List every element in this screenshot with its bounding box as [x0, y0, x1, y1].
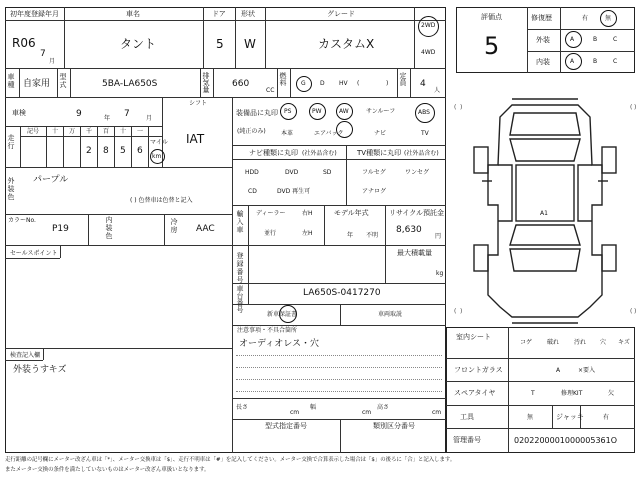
- interior-grade-header: 内装: [536, 58, 550, 66]
- exterior-grade-c: C: [613, 36, 618, 43]
- doors: 5: [216, 37, 224, 51]
- divider: [277, 68, 278, 97]
- footer-note-2: またメーター交換の条件を満たしていないものはメーター改ざん車扱いとなります。: [5, 467, 210, 473]
- divider: [414, 7, 415, 68]
- navi-type: HDD: [245, 169, 259, 176]
- tv-type-header: TV種類に丸印: [357, 149, 402, 157]
- interior-grade-a: A: [570, 58, 575, 65]
- mileage-digit: 6: [137, 146, 143, 156]
- mileage-digit: 2: [86, 146, 92, 156]
- interior-grade-c: C: [613, 58, 618, 65]
- fuel-close: ): [386, 80, 389, 87]
- displacement: 660: [232, 79, 250, 89]
- divider: [290, 68, 291, 97]
- svg-text:(: (: [454, 308, 457, 315]
- divider: [203, 7, 204, 68]
- year-unit: 年: [104, 115, 111, 122]
- divider: [114, 126, 115, 167]
- doors-header: ドア: [212, 10, 226, 18]
- drive-4wd: 4WD: [421, 49, 436, 56]
- reg-year: R06: [12, 36, 36, 50]
- divider: [232, 97, 233, 453]
- type-approval-header: 型式指定番号: [265, 422, 307, 430]
- spare-tire-header: スペアタイヤ: [454, 389, 496, 397]
- color-header: 外装色: [7, 177, 15, 201]
- import-dealer: ディーラー: [256, 210, 286, 217]
- divider: [20, 126, 21, 167]
- width-unit: cm: [362, 409, 372, 416]
- jack-value: 有: [603, 414, 610, 421]
- reg-month: 7: [40, 49, 46, 59]
- spare-tire-t: T: [531, 390, 535, 397]
- svg-text:(: (: [454, 104, 457, 111]
- equip-navi: ナビ: [374, 130, 387, 137]
- model: 5BA-LA650S: [102, 79, 158, 89]
- width-header: 幅: [310, 404, 317, 411]
- category: 自家用: [23, 79, 51, 89]
- spare-tire-missing: 欠: [608, 390, 615, 397]
- right-hand: 右H: [302, 210, 313, 217]
- divider: [70, 68, 71, 97]
- equip-pw: PW: [312, 108, 322, 115]
- front-glass-repair: ×要入: [578, 367, 596, 374]
- divider: [232, 205, 446, 206]
- recycle-header: リサイクル預託金: [389, 209, 445, 217]
- svg-text:(: (: [630, 104, 633, 111]
- digit-header: 千: [86, 128, 93, 135]
- interior-grade-b: B: [593, 58, 598, 65]
- divider: [19, 68, 20, 97]
- inspection-month: 7: [124, 109, 130, 119]
- inspection-header: 車検: [12, 109, 26, 117]
- divider: [60, 245, 61, 258]
- divider: [164, 214, 165, 245]
- height-unit: cm: [432, 409, 442, 416]
- equip-tv: TV: [421, 130, 429, 137]
- grade: カスタムX: [318, 37, 375, 51]
- tv-type: フルセグ: [362, 169, 386, 176]
- equip-airbag: エアバック: [314, 130, 344, 137]
- left-hand: 左H: [302, 230, 313, 237]
- divider: [446, 358, 635, 359]
- navi-type: DVD 再生可: [277, 188, 311, 195]
- chassis-number: LA650S-0417270: [303, 288, 381, 298]
- svg-text:): ): [634, 104, 637, 111]
- person-unit: 人: [434, 87, 441, 94]
- divider: [248, 205, 249, 245]
- model-year-unit: 年: [347, 232, 354, 239]
- inspector-note: 外装うすキズ: [13, 365, 67, 375]
- divider: [232, 304, 446, 305]
- divider: [232, 283, 446, 284]
- mileage-digit: 8: [103, 146, 109, 156]
- divider: [232, 325, 446, 326]
- sales-point-header: セールスポイント: [10, 250, 58, 257]
- import-header: 輸入車: [236, 210, 244, 234]
- management-number-header: 管理番号: [453, 436, 481, 444]
- navi-type: DVD: [285, 169, 299, 176]
- score-value: 5: [484, 32, 500, 60]
- divider: [552, 405, 553, 428]
- equip-leather: 本革: [281, 130, 294, 137]
- digit-header: 万: [69, 128, 76, 135]
- footer-note-1: 走行距離の記号欄にメーター改ざん車は「*」、メーター交換車は「$」、走行不明車は「#」を記入してください。メーター交換で合算表示した場合は「$」の後ろに「合」と記入します。: [5, 457, 456, 463]
- divider: [57, 68, 58, 97]
- divider: [527, 29, 635, 30]
- divider: [5, 348, 232, 349]
- inspection-year: 9: [76, 109, 82, 119]
- vehicle-form: [5, 7, 446, 453]
- exterior-color: パープル: [33, 175, 69, 185]
- notes-header: 注意事項・不具合箇所: [237, 327, 298, 334]
- divider: [232, 419, 446, 420]
- divider: [397, 68, 398, 97]
- drive-2wd: 2WD: [421, 22, 436, 29]
- damage-marker: A1: [540, 210, 548, 217]
- height-header: 高さ: [377, 404, 390, 411]
- divider: [446, 381, 635, 382]
- cabin-item: 破れ: [547, 339, 560, 346]
- fuel-open: (: [357, 80, 360, 87]
- spare-tire-kit: 修理KIT: [561, 390, 583, 397]
- navi-type: CD: [248, 188, 257, 195]
- divider: [5, 214, 232, 215]
- divider: [446, 428, 635, 429]
- recycle-fee: 8,630: [396, 225, 422, 235]
- divider: [235, 7, 236, 68]
- divider: [527, 7, 528, 73]
- digit-header: 百: [103, 128, 110, 135]
- divider: [88, 214, 89, 245]
- divider: [560, 7, 561, 73]
- divider: [527, 51, 635, 52]
- cabin-item: キズ: [618, 339, 630, 346]
- tv-type: ワンセグ: [405, 169, 430, 176]
- repair-option: 無: [605, 15, 612, 22]
- model-year-header: モデル年式: [334, 209, 369, 217]
- svg-text:): ): [634, 308, 637, 315]
- divider: [46, 126, 47, 167]
- digit-header: 記号: [27, 128, 40, 135]
- divider: [5, 126, 162, 127]
- fuel-g: G: [301, 80, 306, 87]
- divider: [340, 419, 341, 453]
- equip-abs: ABS: [418, 109, 430, 116]
- divider: [148, 126, 149, 167]
- notes: オーディオレス・穴: [239, 339, 320, 349]
- equipment-header: 装備品に丸印: [236, 109, 278, 117]
- exterior-grade-b: B: [593, 36, 598, 43]
- divider: [63, 126, 64, 167]
- exterior-grade-a: A: [570, 36, 575, 43]
- digit-header: 一: [137, 128, 144, 135]
- divider: [265, 7, 266, 68]
- divider: [446, 405, 635, 406]
- shift: IAT: [186, 132, 205, 146]
- equip-sunroof: サンルーフ: [366, 108, 396, 115]
- divider: [385, 205, 386, 283]
- divider: [20, 136, 162, 137]
- divider: [5, 258, 60, 259]
- divider: [5, 167, 232, 168]
- color-no-header: カラーNo.: [8, 217, 36, 224]
- fuel-d: D: [320, 80, 325, 87]
- mileage-header: 走行: [7, 134, 15, 150]
- reg-year-header: 初年度登録年月: [10, 10, 59, 18]
- note-line: [236, 379, 442, 380]
- length-unit: cm: [290, 409, 300, 416]
- color-change-note: ( ) 色替車は色替と記入: [130, 197, 193, 204]
- mile-unit: マイル: [150, 139, 168, 146]
- tools-header: 工具: [460, 413, 474, 421]
- shape-header: 形状: [241, 10, 255, 18]
- category-header: 車種: [7, 73, 15, 89]
- fuel-header: 燃料: [279, 72, 287, 86]
- fuel-hv: HV: [339, 80, 348, 87]
- cabin-sheet-header: 室内シート: [456, 333, 491, 341]
- navi-type-header: ナビ種類に丸印: [249, 149, 298, 157]
- inspector-header: 検査記入欄: [10, 352, 41, 359]
- digit-header: 十: [120, 128, 127, 135]
- divider: [213, 68, 214, 97]
- color-no: P19: [52, 224, 69, 234]
- month-unit: 月: [49, 58, 56, 65]
- repair-option: 有: [582, 15, 589, 22]
- divider: [232, 145, 446, 146]
- equip-ps: PS: [284, 108, 292, 115]
- divider: [508, 327, 509, 453]
- divider: [232, 245, 446, 246]
- cabin-item: 汚れ: [574, 339, 587, 346]
- divider: [232, 398, 446, 399]
- ac-header: 冷房: [170, 218, 178, 234]
- cc-unit: CC: [266, 87, 275, 94]
- mileage-digit: 5: [120, 146, 126, 156]
- displacement-header: 排気量: [202, 72, 210, 93]
- note-line: [236, 367, 442, 368]
- svg-text:): ): [460, 104, 463, 111]
- kg-unit: kg: [436, 270, 444, 277]
- svg-text:): ): [460, 308, 463, 315]
- divider: [340, 304, 341, 325]
- grade-header: グレード: [327, 10, 355, 18]
- front-glass-header: フロントガラス: [454, 366, 503, 374]
- score-header: 評価点: [481, 13, 502, 21]
- divider: [346, 145, 347, 205]
- equip-aw: AW: [339, 108, 349, 115]
- management-number: 0202200001000005361O: [514, 436, 618, 445]
- chassis-header: 車台番号: [236, 285, 244, 313]
- capacity-header: 定員: [399, 72, 407, 86]
- cabin-item: コゲ: [520, 339, 533, 346]
- shift-header: シフト: [189, 100, 208, 107]
- navi-type: SD: [323, 169, 332, 176]
- capacity: 4: [420, 79, 426, 89]
- digit-header: 十: [52, 128, 59, 135]
- divider: [5, 245, 232, 246]
- reg-number-header: 登録番号: [236, 252, 244, 284]
- divider: [131, 126, 132, 167]
- svg-text:(: (: [630, 308, 633, 315]
- interior-color-header: 内装色: [105, 216, 113, 240]
- manual: 車両取説: [378, 311, 403, 318]
- divider: [5, 68, 446, 69]
- divider: [248, 245, 249, 304]
- divider: [410, 68, 411, 97]
- model-year-value: 不明: [366, 232, 379, 239]
- divider: [232, 159, 446, 160]
- shape: W: [244, 37, 256, 51]
- equipment-sub: (純正のみ): [237, 128, 266, 135]
- yen-unit: 円: [435, 233, 442, 240]
- import-parallel: 並行: [264, 230, 277, 237]
- tools-value: 無: [527, 414, 534, 421]
- exterior-grade-header: 外装: [536, 36, 550, 44]
- divider: [5, 360, 43, 361]
- divider: [80, 126, 81, 167]
- class-header: 類別区分番号: [373, 422, 415, 430]
- model-header: 型式: [59, 73, 67, 89]
- divider: [200, 68, 201, 97]
- tv-type-sub: (社外品含む): [404, 150, 439, 157]
- km-unit: km: [152, 153, 162, 160]
- jack-header: ジャッキ: [556, 413, 584, 421]
- car-name: タント: [120, 37, 157, 51]
- cabin-item: 穴: [600, 339, 607, 346]
- divider: [5, 20, 446, 21]
- navi-type-sub: (社外品含む): [302, 150, 337, 157]
- divider: [43, 348, 44, 360]
- note-line: [236, 355, 442, 356]
- new-warranty: 新車保証書: [267, 311, 298, 318]
- repair-history-header: 修復歴: [531, 14, 552, 22]
- divider: [324, 205, 325, 245]
- note-line: [236, 391, 442, 392]
- month-unit-2: 月: [146, 115, 153, 122]
- tv-type: アナログ: [362, 188, 387, 195]
- max-load-header: 最大積載量: [397, 249, 432, 257]
- ac: AAC: [196, 224, 215, 234]
- divider: [5, 97, 446, 98]
- divider: [97, 126, 98, 167]
- front-glass-a: A: [556, 367, 561, 374]
- length-header: 長さ: [236, 404, 249, 411]
- divider: [64, 7, 65, 68]
- car-name-header: 車名: [126, 10, 140, 18]
